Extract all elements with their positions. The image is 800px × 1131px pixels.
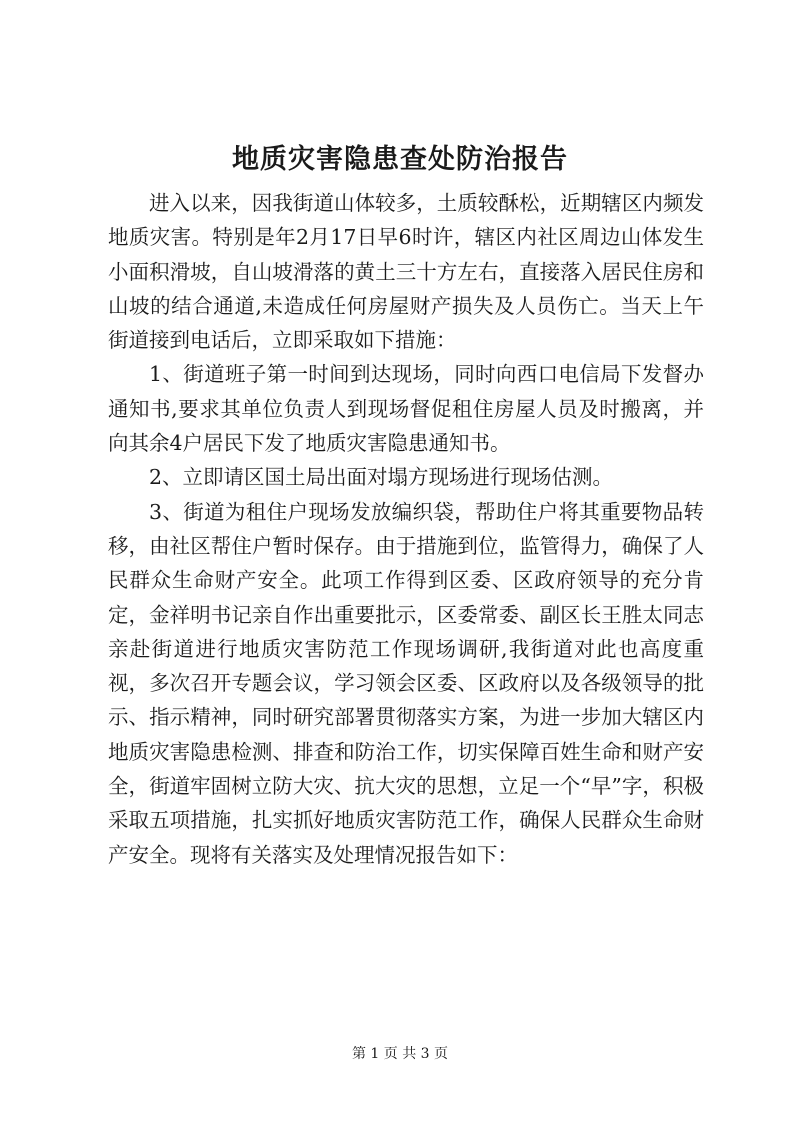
paragraph-measure-2: 2、立即请区国土局出面对塌方现场进行现场估测。 xyxy=(149,465,614,490)
page-number-footer: 第 1 页 共 3 页 xyxy=(351,1046,449,1062)
document-body xyxy=(108,186,704,872)
paragraph-measure-3: 3、街道为租住户现场发放编织袋，帮助住户将其重要物品转移，由社区帮住户暂时保存。由于措施到位，监管得力，确保了人民群众生命财产安全。此项工作得到区委、区政府领导的充分肯定，金祥明书记亲自作出重要批示，区委常委、副区长王胜太同志亲赴街道进行地质灾害防范工作现场调研,我街道对此也高度重视，多次召开专题会议，学习领会区委、区政府以及各级领导的批示、指示精神，同时研究部署贯彻落实方案，为进一步加大辖区内地质灾害隐患检测、排查和防治工作，切实保障百姓生命和财产安全，街道牢固树立防大灾、抗大灾的思想，立足一个“早”字，积极采取五项措施，扎实抓好地质灾害防范工作，确保人民群众生命财产安全。现将有关落实及处理情况报告如下： xyxy=(108,499,704,867)
paragraph-measure-1: 1、街道班子第一时间到达现场，同时向西口电信局下发督办通知书,要求其单位负责人到现场督促租住房屋人员及时搬离，并向其余4户居民下发了地质灾害隐患通知书。 xyxy=(108,362,704,456)
paragraph-intro: 进入以来，因我街道山体较多，土质较酥松，近期辖区内频发地质灾害。特别是年2月17日早6时许，辖区内社区周边山体发生小面积滑坡，自山坡滑落的黄土三十方左右，直接落入居民住房和山坡的结合通道,未造成任何房屋财产损失及人员伤亡。当天上午街道接到电话后，立即采取如下措施： xyxy=(108,191,704,353)
document-title: 地质灾害隐患查处防治报告 xyxy=(232,144,568,175)
